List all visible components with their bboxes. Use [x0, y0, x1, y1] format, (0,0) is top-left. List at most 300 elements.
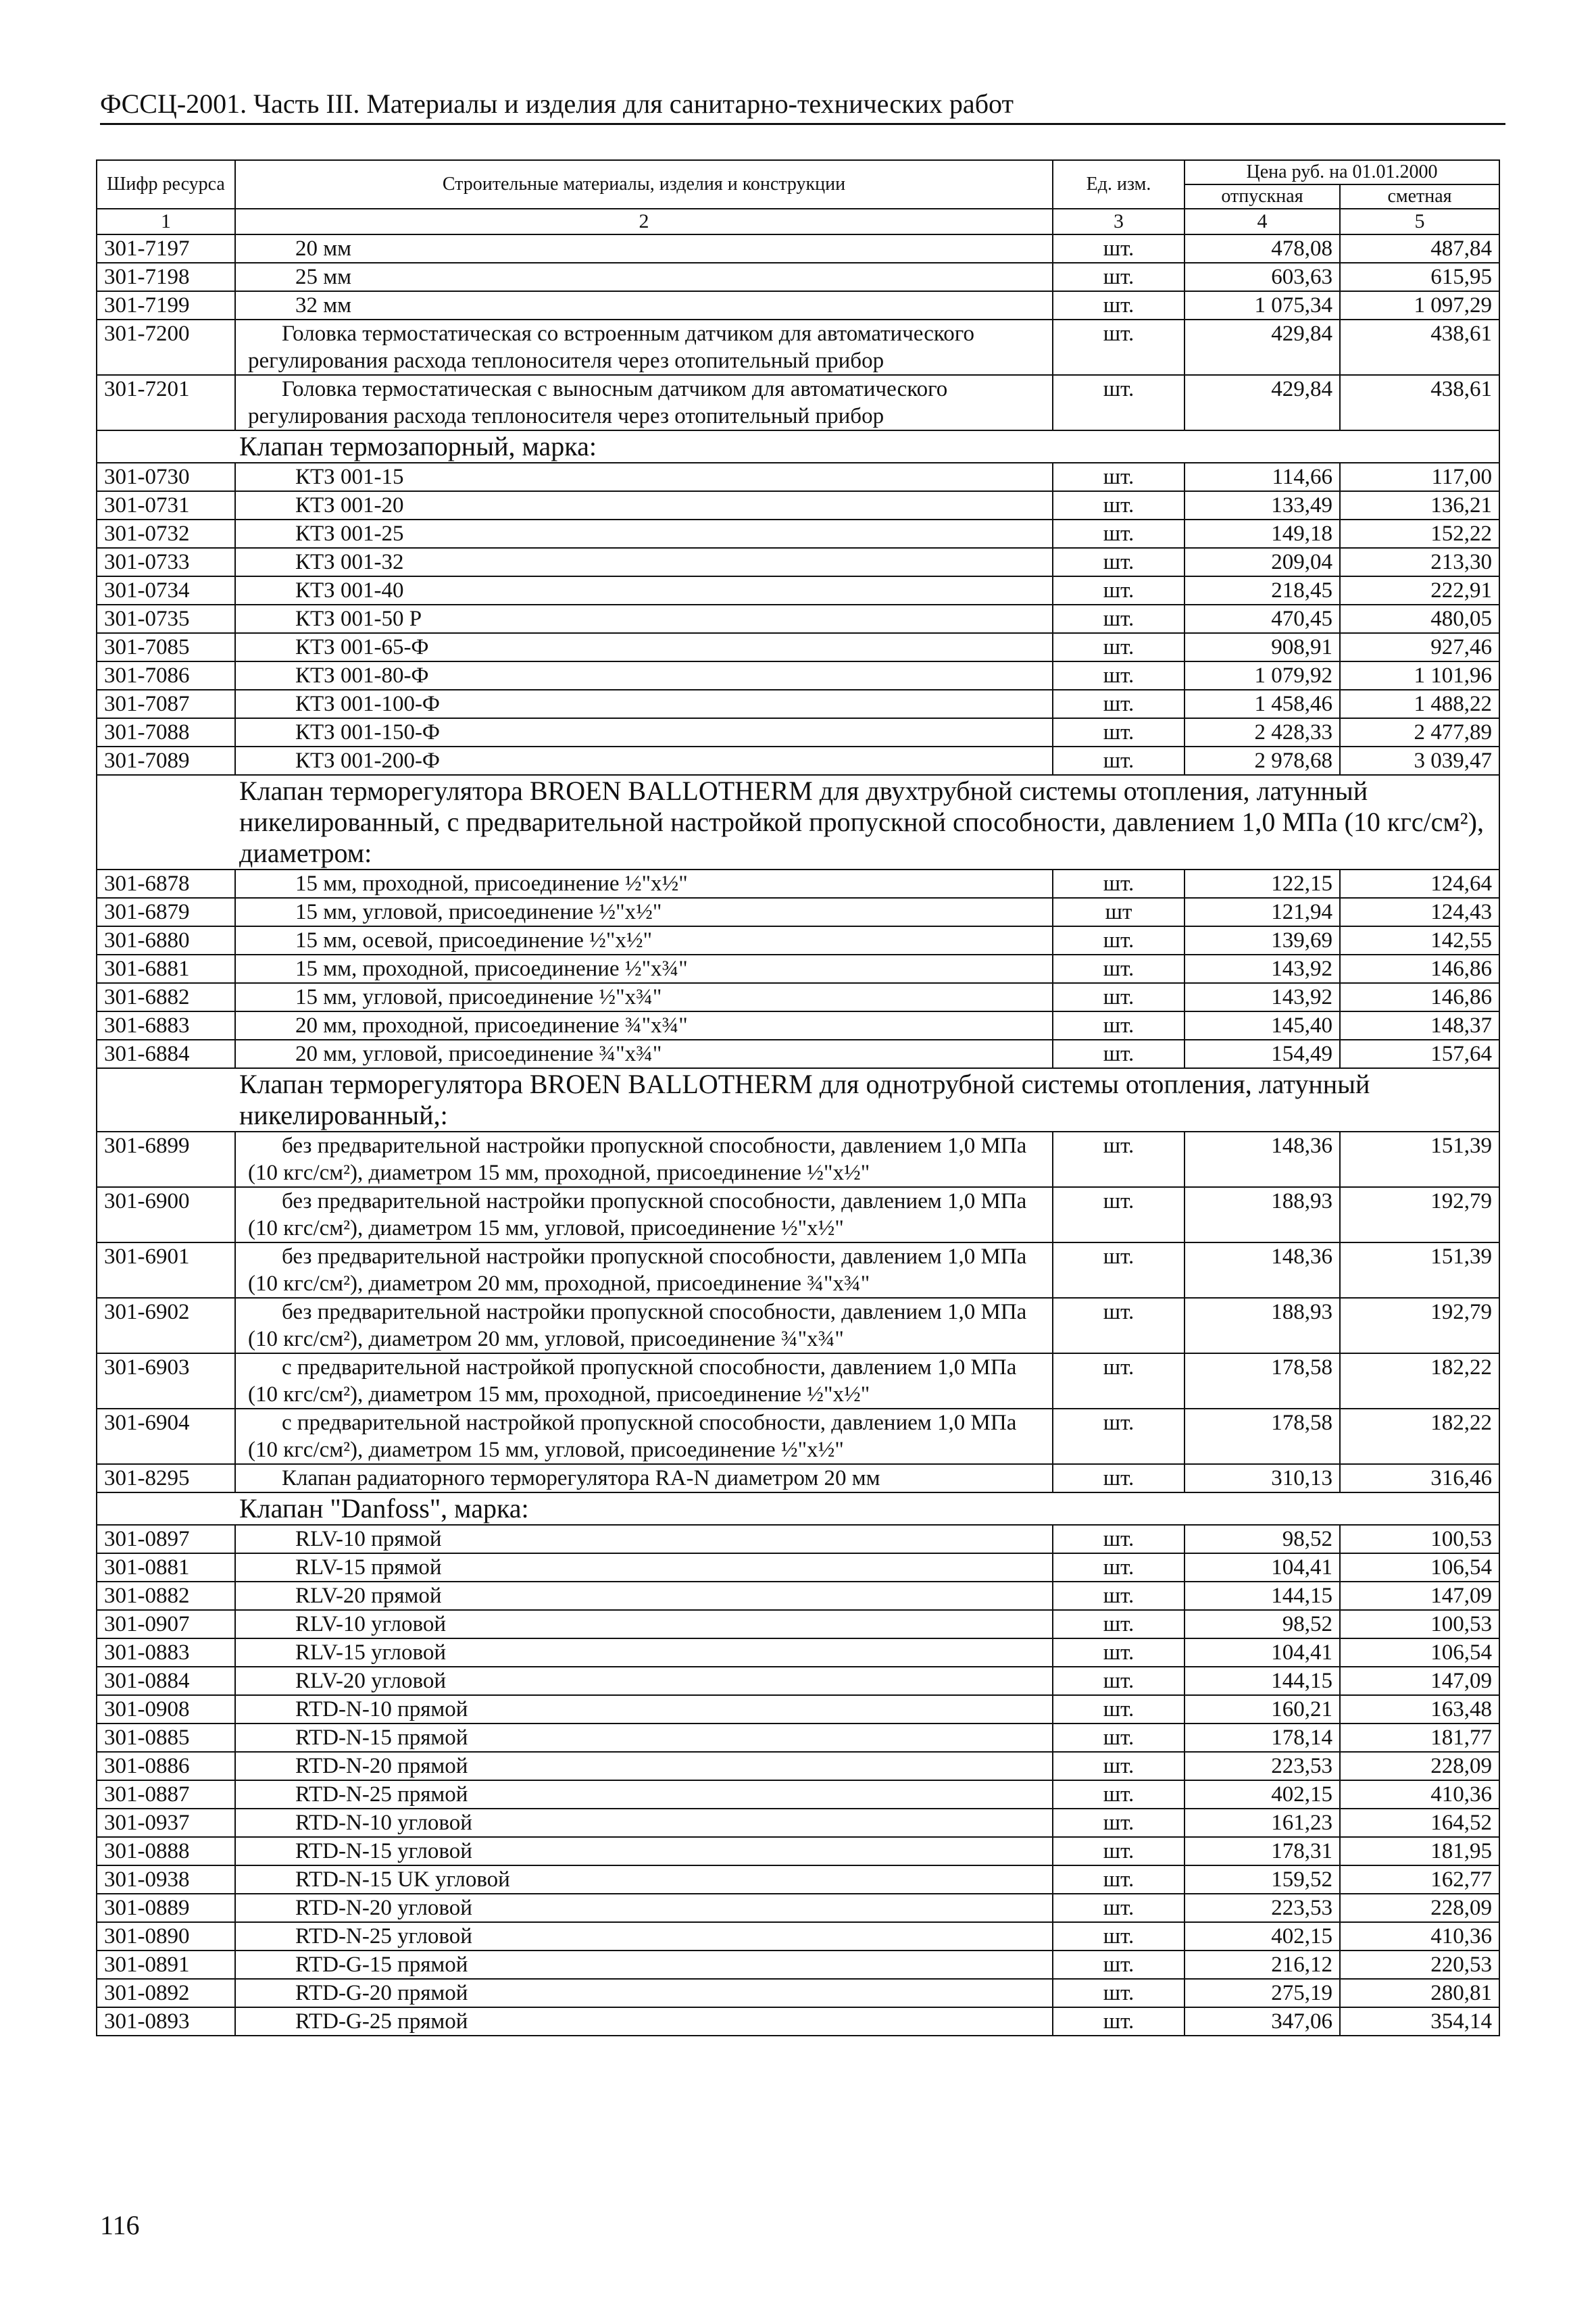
unit-cell: шт. — [1053, 1780, 1184, 1809]
release-price-cell: 1 075,34 — [1184, 291, 1340, 320]
unit-cell: шт. — [1053, 718, 1184, 747]
unit-cell: шт. — [1053, 548, 1184, 576]
release-price-cell: 429,84 — [1184, 320, 1340, 375]
table-row — [97, 1011, 1499, 1040]
unit-cell: шт. — [1053, 291, 1184, 320]
table-row — [97, 263, 1499, 291]
estimate-price-cell: 222,91 — [1340, 576, 1499, 605]
unit-cell: шт. — [1053, 747, 1184, 775]
release-price-cell: 1 458,46 — [1184, 690, 1340, 718]
resource-code-cell: 301-6881 — [97, 955, 235, 983]
material-name-cell: 15 мм, проходной, присоединение ½"x¾" — [235, 955, 1053, 983]
material-name-cell: RTD-N-15 угловой — [235, 1837, 1053, 1865]
col-number: 1 — [97, 209, 235, 234]
group-heading: Клапан терморегулятора BROEN BALLOTHERM для двухтрубной системы отопления, латунный никелированный, с предварительной настройкой пропускной способности, давлением 1,0 МПа (10 кгс/см²), диаметром: — [97, 775, 1499, 870]
estimate-price-cell: 228,09 — [1340, 1894, 1499, 1922]
material-name-cell: КТЗ 001-150-Ф — [235, 718, 1053, 747]
group-heading-row — [97, 1068, 1499, 1132]
resource-code-cell: 301-6902 — [97, 1298, 235, 1353]
estimate-price-cell: 162,77 — [1340, 1865, 1499, 1894]
resource-code-cell: 301-0882 — [97, 1582, 235, 1610]
release-price-cell: 188,93 — [1184, 1298, 1340, 1353]
material-name-cell: КТЗ 001-40 — [235, 576, 1053, 605]
unit-cell: шт. — [1053, 1695, 1184, 1724]
estimate-price-cell: 615,95 — [1340, 263, 1499, 291]
material-name-cell: КТЗ 001-65-Ф — [235, 633, 1053, 661]
release-price-cell: 2 428,33 — [1184, 718, 1340, 747]
release-price-cell: 223,53 — [1184, 1752, 1340, 1780]
table-row — [97, 661, 1499, 690]
estimate-price-cell: 106,54 — [1340, 1553, 1499, 1582]
release-price-cell: 122,15 — [1184, 870, 1340, 898]
table-row — [97, 375, 1499, 430]
table-row — [97, 1894, 1499, 1922]
estimate-price-cell: 220,53 — [1340, 1951, 1499, 1979]
estimate-price-cell: 124,64 — [1340, 870, 1499, 898]
estimate-price-cell: 182,22 — [1340, 1353, 1499, 1409]
material-name-cell: RLV-20 прямой — [235, 1582, 1053, 1610]
release-price-cell: 310,13 — [1184, 1464, 1340, 1492]
resource-code-cell: 301-6904 — [97, 1409, 235, 1464]
resource-code-cell: 301-0890 — [97, 1922, 235, 1951]
estimate-price-cell: 192,79 — [1340, 1298, 1499, 1353]
resource-code-cell: 301-6879 — [97, 898, 235, 926]
estimate-price-cell: 164,52 — [1340, 1809, 1499, 1837]
material-name-cell: без предварительной настройки пропускной способности, давлением 1,0 МПа (10 кгс/см²), диаметром 15 мм, угловой, присоединение ½"x½" — [235, 1187, 1053, 1242]
material-name-cell: с предварительной настройкой пропускной способности, давлением 1,0 МПа (10 кгс/см²), диаметром 15 мм, проходной, присоединение ½"x½" — [235, 1353, 1053, 1409]
release-price-cell: 148,36 — [1184, 1242, 1340, 1298]
table-row — [97, 1298, 1499, 1353]
resource-code-cell: 301-6884 — [97, 1040, 235, 1068]
unit-cell: шт. — [1053, 1922, 1184, 1951]
material-name-cell: 15 мм, осевой, присоединение ½"x½" — [235, 926, 1053, 955]
group-heading: Клапан "Danfoss", марка: — [97, 1492, 1499, 1525]
unit-cell: шт — [1053, 898, 1184, 926]
estimate-price-cell: 927,46 — [1340, 633, 1499, 661]
estimate-price-cell: 213,30 — [1340, 548, 1499, 576]
resource-code-cell: 301-0884 — [97, 1667, 235, 1695]
resource-code-cell: 301-0886 — [97, 1752, 235, 1780]
resource-code-cell: 301-6899 — [97, 1132, 235, 1187]
release-price-cell: 429,84 — [1184, 375, 1340, 430]
material-name-cell: RLV-10 угловой — [235, 1610, 1053, 1638]
release-price-cell: 275,19 — [1184, 1979, 1340, 2007]
unit-cell: шт. — [1053, 520, 1184, 548]
table-row — [97, 605, 1499, 633]
resource-code-cell: 301-0732 — [97, 520, 235, 548]
group-heading-row — [97, 775, 1499, 870]
table-row — [97, 1525, 1499, 1553]
resource-code-cell: 301-0733 — [97, 548, 235, 576]
table-row — [97, 1809, 1499, 1837]
unit-cell: шт. — [1053, 576, 1184, 605]
unit-cell: шт. — [1053, 1582, 1184, 1610]
unit-cell: шт. — [1053, 1011, 1184, 1040]
col-header-name: Строительные материалы, изделия и конструкции — [235, 160, 1053, 209]
unit-cell: шт. — [1053, 1553, 1184, 1582]
release-price-cell: 178,31 — [1184, 1837, 1340, 1865]
material-name-cell: КТЗ 001-32 — [235, 548, 1053, 576]
resource-code-cell: 301-0881 — [97, 1553, 235, 1582]
material-name-cell: Клапан радиаторного терморегулятора RA-N диаметром 20 мм — [235, 1464, 1053, 1492]
unit-cell: шт. — [1053, 1724, 1184, 1752]
release-price-cell: 2 978,68 — [1184, 747, 1340, 775]
table-row — [97, 1409, 1499, 1464]
price-table-body — [97, 160, 1499, 2036]
col-header-price: Цена руб. на 01.01.2000 — [1184, 160, 1499, 184]
release-price-cell: 121,94 — [1184, 898, 1340, 926]
table-row — [97, 1922, 1499, 1951]
estimate-price-cell: 157,64 — [1340, 1040, 1499, 1068]
col-number: 4 — [1184, 209, 1340, 234]
group-heading-row — [97, 430, 1499, 463]
resource-code-cell: 301-0897 — [97, 1525, 235, 1553]
resource-code-cell: 301-0937 — [97, 1809, 235, 1837]
material-name-cell: 15 мм, угловой, присоединение ½"x¾" — [235, 983, 1053, 1011]
release-price-cell: 145,40 — [1184, 1011, 1340, 1040]
release-price-cell: 104,41 — [1184, 1553, 1340, 1582]
table-row — [97, 983, 1499, 1011]
release-price-cell: 159,52 — [1184, 1865, 1340, 1894]
resource-code-cell: 301-6900 — [97, 1187, 235, 1242]
table-row — [97, 1724, 1499, 1752]
resource-code-cell: 301-0735 — [97, 605, 235, 633]
unit-cell: шт. — [1053, 1638, 1184, 1667]
release-price-cell: 149,18 — [1184, 520, 1340, 548]
unit-cell: шт. — [1053, 1610, 1184, 1638]
unit-cell: шт. — [1053, 1298, 1184, 1353]
unit-cell: шт. — [1053, 1525, 1184, 1553]
unit-cell: шт. — [1053, 1752, 1184, 1780]
estimate-price-cell: 438,61 — [1340, 375, 1499, 430]
table-row — [97, 1242, 1499, 1298]
resource-code-cell: 301-6882 — [97, 983, 235, 1011]
estimate-price-cell: 438,61 — [1340, 320, 1499, 375]
material-name-cell: RTD-N-20 прямой — [235, 1752, 1053, 1780]
table-row — [97, 1464, 1499, 1492]
table-row — [97, 926, 1499, 955]
release-price-cell: 218,45 — [1184, 576, 1340, 605]
unit-cell: шт. — [1053, 1040, 1184, 1068]
resource-code-cell: 301-7087 — [97, 690, 235, 718]
table-row — [97, 1132, 1499, 1187]
release-price-cell: 223,53 — [1184, 1894, 1340, 1922]
release-price-cell: 470,45 — [1184, 605, 1340, 633]
resource-code-cell: 301-6883 — [97, 1011, 235, 1040]
resource-code-cell: 301-7200 — [97, 320, 235, 375]
estimate-price-cell: 148,37 — [1340, 1011, 1499, 1040]
release-price-cell: 908,91 — [1184, 633, 1340, 661]
resource-code-cell: 301-0730 — [97, 463, 235, 491]
material-name-cell: без предварительной настройки пропускной способности, давлением 1,0 МПа (10 кгс/см²), диаметром 15 мм, проходной, присоединение ½"x½" — [235, 1132, 1053, 1187]
release-price-cell: 133,49 — [1184, 491, 1340, 520]
table-row — [97, 718, 1499, 747]
header-rule — [100, 123, 1505, 125]
table-row — [97, 1610, 1499, 1638]
table-row — [97, 1979, 1499, 2007]
resource-code-cell: 301-0885 — [97, 1724, 235, 1752]
page-number: 116 — [100, 2210, 140, 2240]
resource-code-cell: 301-0893 — [97, 2007, 235, 2036]
table-row — [97, 1695, 1499, 1724]
table-row — [97, 234, 1499, 263]
unit-cell: шт. — [1053, 1894, 1184, 1922]
unit-cell: шт. — [1053, 605, 1184, 633]
unit-cell: шт. — [1053, 1951, 1184, 1979]
material-name-cell: 15 мм, проходной, присоединение ½"x½" — [235, 870, 1053, 898]
release-price-cell: 402,15 — [1184, 1922, 1340, 1951]
table-row — [97, 1353, 1499, 1409]
unit-cell: шт. — [1053, 983, 1184, 1011]
estimate-price-cell: 410,36 — [1340, 1922, 1499, 1951]
release-price-cell: 104,41 — [1184, 1638, 1340, 1667]
estimate-price-cell: 151,39 — [1340, 1242, 1499, 1298]
table-row — [97, 576, 1499, 605]
resource-code-cell: 301-6878 — [97, 870, 235, 898]
unit-cell: шт. — [1053, 234, 1184, 263]
unit-cell: шт. — [1053, 870, 1184, 898]
material-name-cell: RTD-G-15 прямой — [235, 1951, 1053, 1979]
material-name-cell: RTD-N-15 прямой — [235, 1724, 1053, 1752]
estimate-price-cell: 316,46 — [1340, 1464, 1499, 1492]
release-price-cell: 98,52 — [1184, 1525, 1340, 1553]
material-name-cell: 20 мм, проходной, присоединение ¾"x¾" — [235, 1011, 1053, 1040]
estimate-price-cell: 181,95 — [1340, 1837, 1499, 1865]
material-name-cell: RTD-G-25 прямой — [235, 2007, 1053, 2036]
resource-code-cell: 301-7086 — [97, 661, 235, 690]
page-header: ФССЦ-2001. Часть III. Материалы и изделия для санитарно-технических работ — [100, 89, 1014, 119]
estimate-price-cell: 1 101,96 — [1340, 661, 1499, 690]
release-price-cell: 603,63 — [1184, 263, 1340, 291]
group-heading-row — [97, 1492, 1499, 1525]
material-name-cell: RLV-15 прямой — [235, 1553, 1053, 1582]
estimate-price-cell: 3 039,47 — [1340, 747, 1499, 775]
resource-code-cell: 301-6903 — [97, 1353, 235, 1409]
table-row — [97, 1752, 1499, 1780]
material-name-cell: КТЗ 001-100-Ф — [235, 690, 1053, 718]
estimate-price-cell: 2 477,89 — [1340, 718, 1499, 747]
unit-cell: шт. — [1053, 1132, 1184, 1187]
price-table — [96, 159, 1500, 2036]
release-price-cell: 178,58 — [1184, 1353, 1340, 1409]
resource-code-cell: 301-0888 — [97, 1837, 235, 1865]
release-price-cell: 154,49 — [1184, 1040, 1340, 1068]
estimate-price-cell: 124,43 — [1340, 898, 1499, 926]
material-name-cell: 25 мм — [235, 263, 1053, 291]
material-name-cell: RLV-20 угловой — [235, 1667, 1053, 1695]
release-price-cell: 216,12 — [1184, 1951, 1340, 1979]
estimate-price-cell: 142,55 — [1340, 926, 1499, 955]
unit-cell: шт. — [1053, 263, 1184, 291]
material-name-cell: RTD-N-25 угловой — [235, 1922, 1053, 1951]
table-row — [97, 1865, 1499, 1894]
material-name-cell: RTD-N-20 угловой — [235, 1894, 1053, 1922]
estimate-price-cell: 354,14 — [1340, 2007, 1499, 2036]
estimate-price-cell: 487,84 — [1340, 234, 1499, 263]
release-price-cell: 114,66 — [1184, 463, 1340, 491]
resource-code-cell: 301-7088 — [97, 718, 235, 747]
table-row — [97, 291, 1499, 320]
col-number: 2 — [235, 209, 1053, 234]
estimate-price-cell: 146,86 — [1340, 955, 1499, 983]
unit-cell: шт. — [1053, 2007, 1184, 2036]
estimate-price-cell: 192,79 — [1340, 1187, 1499, 1242]
material-name-cell: Головка термостатическая с выносным датчиком для автоматического регулирования расхода теплоносителя через отопительный прибор — [235, 375, 1053, 430]
material-name-cell: RTD-N-10 угловой — [235, 1809, 1053, 1837]
resource-code-cell: 301-0883 — [97, 1638, 235, 1667]
table-row — [97, 1582, 1499, 1610]
material-name-cell: RTD-N-10 прямой — [235, 1695, 1053, 1724]
material-name-cell: 20 мм — [235, 234, 1053, 263]
material-name-cell: 20 мм, угловой, присоединение ¾"x¾" — [235, 1040, 1053, 1068]
table-header-row — [97, 160, 1499, 184]
table-row — [97, 463, 1499, 491]
table-row — [97, 1040, 1499, 1068]
table-row — [97, 1837, 1499, 1865]
estimate-price-cell: 100,53 — [1340, 1525, 1499, 1553]
estimate-price-cell: 181,77 — [1340, 1724, 1499, 1752]
material-name-cell: КТЗ 001-25 — [235, 520, 1053, 548]
estimate-price-cell: 151,39 — [1340, 1132, 1499, 1187]
material-name-cell: RTD-N-25 прямой — [235, 1780, 1053, 1809]
release-price-cell: 478,08 — [1184, 234, 1340, 263]
material-name-cell: RLV-10 прямой — [235, 1525, 1053, 1553]
unit-cell: шт. — [1053, 491, 1184, 520]
estimate-price-cell: 117,00 — [1340, 463, 1499, 491]
release-price-cell: 143,92 — [1184, 983, 1340, 1011]
estimate-price-cell: 100,53 — [1340, 1610, 1499, 1638]
estimate-price-cell: 147,09 — [1340, 1582, 1499, 1610]
resource-code-cell: 301-0731 — [97, 491, 235, 520]
estimate-price-cell: 147,09 — [1340, 1667, 1499, 1695]
unit-cell: шт. — [1053, 633, 1184, 661]
table-row — [97, 491, 1499, 520]
estimate-price-cell: 182,22 — [1340, 1409, 1499, 1464]
unit-cell: шт. — [1053, 1837, 1184, 1865]
resource-code-cell: 301-7201 — [97, 375, 235, 430]
table-row — [97, 898, 1499, 926]
release-price-cell: 347,06 — [1184, 2007, 1340, 2036]
material-name-cell: КТЗ 001-200-Ф — [235, 747, 1053, 775]
table-row — [97, 520, 1499, 548]
resource-code-cell: 301-7199 — [97, 291, 235, 320]
estimate-price-cell: 410,36 — [1340, 1780, 1499, 1809]
unit-cell: шт. — [1053, 320, 1184, 375]
unit-cell: шт. — [1053, 690, 1184, 718]
unit-cell: шт. — [1053, 463, 1184, 491]
estimate-price-cell: 480,05 — [1340, 605, 1499, 633]
col-header-code: Шифр ресурса — [97, 160, 235, 209]
table-row — [97, 747, 1499, 775]
estimate-price-cell: 163,48 — [1340, 1695, 1499, 1724]
resource-code-cell: 301-0887 — [97, 1780, 235, 1809]
material-name-cell: 15 мм, угловой, присоединение ½"x½" — [235, 898, 1053, 926]
unit-cell: шт. — [1053, 1464, 1184, 1492]
table-row — [97, 633, 1499, 661]
unit-cell: шт. — [1053, 926, 1184, 955]
material-name-cell: КТЗ 001-80-Ф — [235, 661, 1053, 690]
table-row — [97, 1780, 1499, 1809]
column-numbers-row — [97, 209, 1499, 234]
material-name-cell: КТЗ 001-50 Р — [235, 605, 1053, 633]
table-row — [97, 320, 1499, 375]
material-name-cell: КТЗ 001-15 — [235, 463, 1053, 491]
material-name-cell: Головка термостатическая со встроенным датчиком для автоматического регулирования расхода теплоносителя через отопительный прибор — [235, 320, 1053, 375]
unit-cell: шт. — [1053, 661, 1184, 690]
release-price-cell: 144,15 — [1184, 1582, 1340, 1610]
col-header-unit: Ед. изм. — [1053, 160, 1184, 209]
resource-code-cell: 301-6901 — [97, 1242, 235, 1298]
unit-cell: шт. — [1053, 1187, 1184, 1242]
table-row — [97, 1951, 1499, 1979]
release-price-cell: 178,14 — [1184, 1724, 1340, 1752]
release-price-cell: 160,21 — [1184, 1695, 1340, 1724]
release-price-cell: 209,04 — [1184, 548, 1340, 576]
resource-code-cell: 301-7085 — [97, 633, 235, 661]
unit-cell: шт. — [1053, 1353, 1184, 1409]
table-row — [97, 1187, 1499, 1242]
material-name-cell: без предварительной настройки пропускной способности, давлением 1,0 МПа (10 кгс/см²), диаметром 20 мм, проходной, присоединение ¾"x¾" — [235, 1242, 1053, 1298]
resource-code-cell: 301-0889 — [97, 1894, 235, 1922]
estimate-price-cell: 152,22 — [1340, 520, 1499, 548]
release-price-cell: 161,23 — [1184, 1809, 1340, 1837]
unit-cell: шт. — [1053, 1409, 1184, 1464]
material-name-cell: с предварительной настройкой пропускной способности, давлением 1,0 МПа (10 кгс/см²), диаметром 15 мм, угловой, присоединение ½"x½" — [235, 1409, 1053, 1464]
estimate-price-cell: 228,09 — [1340, 1752, 1499, 1780]
unit-cell: шт. — [1053, 1979, 1184, 2007]
unit-cell: шт. — [1053, 1865, 1184, 1894]
table-row — [97, 690, 1499, 718]
material-name-cell: RTD-G-20 прямой — [235, 1979, 1053, 2007]
resource-code-cell: 301-0907 — [97, 1610, 235, 1638]
table-row — [97, 548, 1499, 576]
unit-cell: шт. — [1053, 1809, 1184, 1837]
estimate-price-cell: 136,21 — [1340, 491, 1499, 520]
estimate-price-cell: 146,86 — [1340, 983, 1499, 1011]
release-price-cell: 144,15 — [1184, 1667, 1340, 1695]
resource-code-cell: 301-7089 — [97, 747, 235, 775]
material-name-cell: 32 мм — [235, 291, 1053, 320]
estimate-price-cell: 106,54 — [1340, 1638, 1499, 1667]
resource-code-cell: 301-0908 — [97, 1695, 235, 1724]
resource-code-cell: 301-6880 — [97, 926, 235, 955]
resource-code-cell: 301-0938 — [97, 1865, 235, 1894]
release-price-cell: 1 079,92 — [1184, 661, 1340, 690]
table-row — [97, 955, 1499, 983]
resource-code-cell: 301-0892 — [97, 1979, 235, 2007]
unit-cell: шт. — [1053, 1242, 1184, 1298]
release-price-cell: 402,15 — [1184, 1780, 1340, 1809]
unit-cell: шт. — [1053, 955, 1184, 983]
group-heading: Клапан терморегулятора BROEN BALLOTHERM для однотрубной системы отопления, латунный никелированный,: — [97, 1068, 1499, 1132]
table-row — [97, 1638, 1499, 1667]
table-row — [97, 2007, 1499, 2036]
unit-cell: шт. — [1053, 375, 1184, 430]
table-row — [97, 1553, 1499, 1582]
material-name-cell: КТЗ 001-20 — [235, 491, 1053, 520]
release-price-cell: 188,93 — [1184, 1187, 1340, 1242]
release-price-cell: 143,92 — [1184, 955, 1340, 983]
resource-code-cell: 301-0734 — [97, 576, 235, 605]
col-header-estimate-price: сметная — [1340, 184, 1499, 209]
resource-code-cell: 301-7197 — [97, 234, 235, 263]
estimate-price-cell: 1 097,29 — [1340, 291, 1499, 320]
estimate-price-cell: 280,81 — [1340, 1979, 1499, 2007]
material-name-cell: без предварительной настройки пропускной способности, давлением 1,0 МПа (10 кгс/см²), диаметром 20 мм, угловой, присоединение ¾"x¾" — [235, 1298, 1053, 1353]
release-price-cell: 98,52 — [1184, 1610, 1340, 1638]
estimate-price-cell: 1 488,22 — [1340, 690, 1499, 718]
col-header-release-price: отпускная — [1184, 184, 1340, 209]
